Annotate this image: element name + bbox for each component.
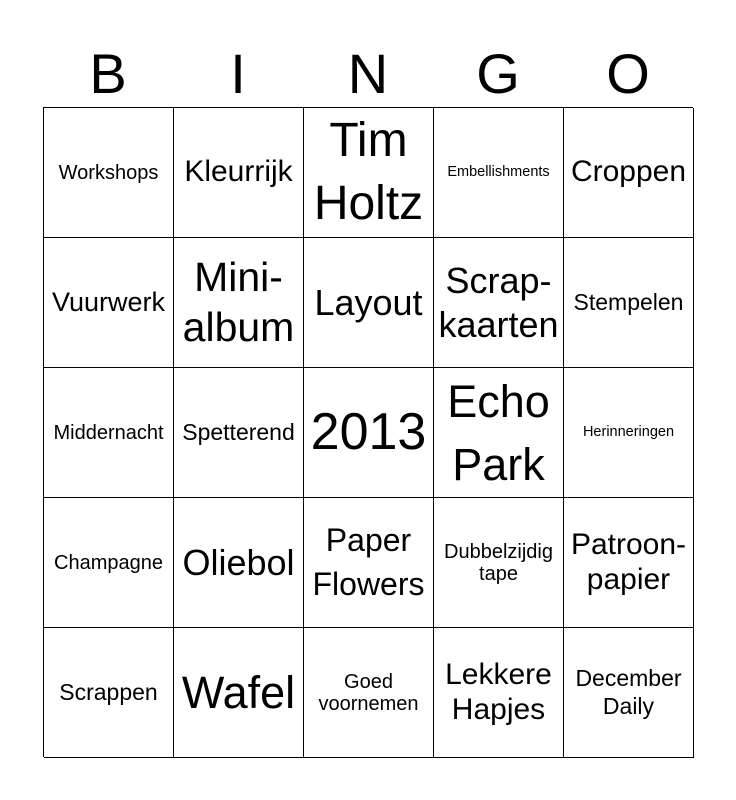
cell-text: December Daily [575,664,682,719]
bingo-cell[interactable] [304,238,434,368]
bingo-cell[interactable] [434,628,564,758]
header-letter-n: N [347,42,389,105]
bingo-cell[interactable] [564,238,694,368]
cell-text: Vuurwerk [51,287,166,318]
bingo-cell[interactable] [564,628,694,758]
bingo-cell[interactable] [434,368,564,498]
cell-text: Wafel [181,667,296,718]
bingo-card-grid [43,107,693,757]
bingo-cell[interactable] [434,498,564,628]
bingo-cell[interactable] [564,108,694,238]
bingo-cell[interactable] [434,238,564,368]
cell-text: Echo Park [447,375,550,490]
bingo-cell[interactable] [44,108,174,238]
cell-text: Scrap- kaarten [438,260,559,345]
bingo-cell[interactable] [174,628,304,758]
bingo-cell[interactable] [44,498,174,628]
cell-text: Scrappen [59,678,158,705]
cell-text: Paper Flowers [312,522,425,602]
cell-text: Kleurrijk [184,155,293,189]
cell-text: 2013 [310,403,427,462]
bingo-cell[interactable] [44,368,174,498]
bingo-cell[interactable] [304,628,434,758]
cell-text: Goed voornemen [318,670,419,715]
cell-text: Spetterend [182,418,295,445]
bingo-header [43,40,693,108]
cell-text: Lekkere Hapjes [445,658,552,726]
bingo-cell[interactable] [304,108,434,238]
bingo-cell[interactable] [174,498,304,628]
cell-text: Oliebol [182,541,295,583]
bingo-cell[interactable] [44,238,174,368]
bingo-cell[interactable] [564,368,694,498]
header-letter-g: G [476,42,520,105]
header-letter-b: B [89,42,127,105]
cell-text: Stempelen [573,288,684,315]
cell-text: Patroon- papier [570,528,687,596]
cell-text: Middernacht [53,421,164,444]
cell-text: Layout [314,281,423,323]
bingo-cell[interactable] [304,368,434,498]
cell-text: Tim Holtz [313,114,424,230]
bingo-cell[interactable] [174,368,304,498]
cell-text: Workshops [58,161,159,184]
bingo-cell[interactable] [434,108,564,238]
cell-text: Croppen [570,155,687,189]
cell-text: Champagne [54,551,163,574]
bingo-cell[interactable] [174,108,304,238]
bingo-cell[interactable] [44,628,174,758]
bingo-cell[interactable] [564,498,694,628]
header-letter-o: O [606,42,650,105]
cell-text: Embellishments [447,164,550,181]
cell-text: Dubbelzijdig tape [444,540,553,585]
bingo-cell[interactable] [174,238,304,368]
cell-text: Mini- album [182,254,295,350]
cell-text: Herinneringen [582,424,675,441]
header-letter-i: I [230,42,246,105]
bingo-cell[interactable] [304,498,434,628]
